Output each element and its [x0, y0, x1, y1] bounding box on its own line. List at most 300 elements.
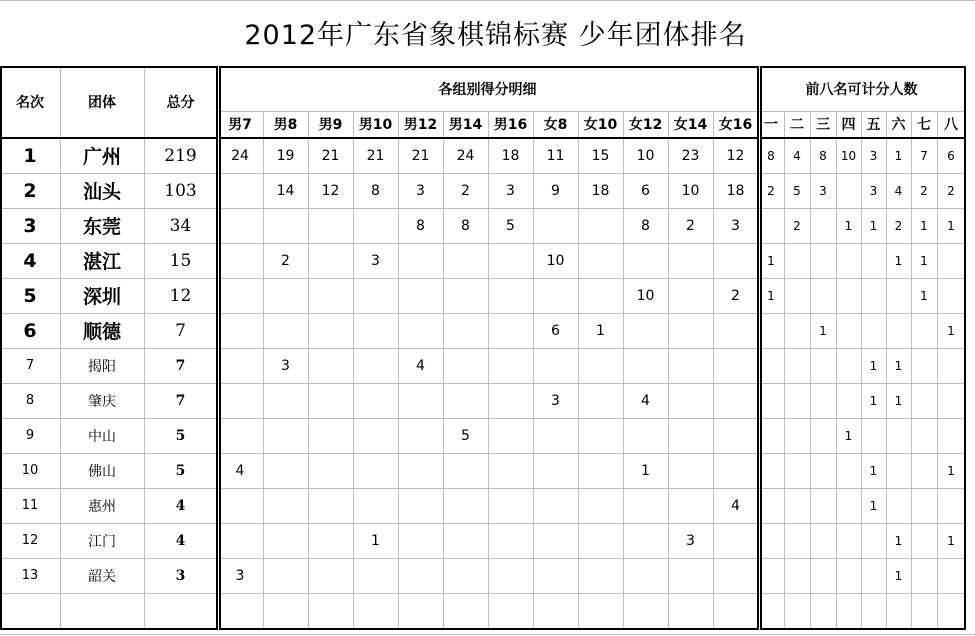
group-score-cell [533, 208, 578, 243]
group-score-cell: 1 [596, 322, 605, 339]
group-score-cell [668, 313, 713, 348]
grid-line [0, 66, 217, 68]
place-count-cell: 3 [819, 183, 827, 198]
group-score-cell [668, 383, 713, 418]
rank-cell: 6 [23, 319, 37, 342]
place-count-cell [810, 208, 836, 243]
place-count-cell: 1 [819, 323, 827, 338]
place-count-cell: 1 [869, 498, 878, 513]
group-score-cell [263, 383, 308, 418]
grid-line [263, 111, 264, 628]
place-count-cell [810, 453, 836, 488]
group-score-cell [533, 348, 578, 383]
group-score-cell: 18 [726, 182, 745, 199]
group-score-cell [488, 313, 533, 348]
group-score-cell: 4 [235, 462, 245, 479]
group-score-cell [443, 383, 488, 418]
group-score-cell: 3 [235, 567, 245, 584]
group-score-cell [398, 243, 443, 278]
group-column-header: 女14 [673, 117, 708, 133]
group-score-cell [217, 173, 263, 208]
group-score-cell: 8 [641, 217, 650, 234]
team-name-cell: 肇庆 [88, 393, 116, 410]
grid-line [308, 111, 309, 628]
group-score-cell [713, 558, 758, 593]
group-score-cell [353, 348, 398, 383]
group-score-cell: 4 [641, 392, 650, 409]
group-score-cell [713, 348, 758, 383]
group-score-cell [533, 453, 578, 488]
place-count-cell: 1 [844, 218, 853, 233]
place-column-header: 六 [891, 117, 906, 133]
total-score-cell: 7 [175, 392, 186, 409]
group-score-cell: 4 [416, 357, 425, 374]
place-count-cell [886, 418, 911, 453]
place-count-cell: 1 [894, 568, 903, 583]
place-count-cell: 1 [767, 288, 775, 303]
total-score-cell: 7 [175, 357, 186, 374]
group-score-cell [217, 313, 263, 348]
group-column-header: 男16 [493, 117, 528, 133]
group-score-cell: 6 [641, 182, 650, 199]
grid-line [937, 111, 938, 628]
group-column-header: 女8 [543, 117, 568, 133]
group-score-cell: 3 [416, 182, 425, 199]
total-score-cell: 34 [169, 215, 192, 236]
group-score-cell [488, 453, 533, 488]
place-count-cell [911, 348, 937, 383]
group-score-cell [443, 243, 488, 278]
group-score-cell [217, 418, 263, 453]
group-score-cell [308, 313, 353, 348]
team-name-cell: 湛江 [82, 251, 121, 273]
group-score-cell [713, 383, 758, 418]
place-count-cell: 3 [869, 183, 878, 198]
place-count-cell [886, 453, 911, 488]
team-name-cell: 揭阳 [88, 358, 116, 375]
group-score-cell [443, 488, 488, 523]
group-score-cell [488, 243, 533, 278]
group-score-cell [217, 383, 263, 418]
group-score-cell: 21 [321, 147, 340, 164]
place-count-cell [836, 488, 861, 523]
group-score-cell [668, 453, 713, 488]
grid-line [398, 111, 399, 628]
group-score-cell: 23 [681, 147, 700, 164]
group-score-cell [353, 558, 398, 593]
group-score-cell: 14 [276, 182, 295, 199]
group-score-cell [308, 208, 353, 243]
group-score-cell: 4 [731, 497, 740, 514]
header-team: 团体 [88, 94, 116, 111]
group-score-cell [488, 418, 533, 453]
grid-line [219, 66, 221, 630]
group-score-cell [398, 278, 443, 313]
place-count-cell: 2 [767, 183, 775, 198]
group-score-cell: 8 [416, 217, 425, 234]
group-score-cell [217, 523, 263, 558]
grid-line [760, 66, 762, 630]
grid-line [216, 66, 218, 630]
group-score-cell [217, 243, 263, 278]
group-score-cell: 11 [546, 147, 565, 164]
group-score-cell [713, 243, 758, 278]
group-score-cell [353, 278, 398, 313]
group-score-cell [668, 558, 713, 593]
group-score-cell [578, 348, 623, 383]
place-count-cell: 1 [947, 218, 955, 233]
place-count-cell [911, 453, 937, 488]
grid-line [760, 137, 965, 139]
place-count-cell [836, 348, 861, 383]
total-score-cell: 7 [175, 320, 186, 341]
place-count-cell: 1 [947, 533, 955, 548]
team-name-cell: 江门 [88, 533, 116, 550]
group-score-cell [443, 453, 488, 488]
place-count-cell [861, 558, 886, 593]
place-count-cell: 2 [920, 183, 928, 198]
group-score-cell [263, 453, 308, 488]
place-count-cell [937, 348, 965, 383]
place-count-cell [937, 383, 965, 418]
group-score-cell [578, 488, 623, 523]
group-score-cell: 24 [231, 147, 249, 164]
group-score-cell [217, 278, 263, 313]
group-score-cell [353, 208, 398, 243]
group-score-cell: 21 [411, 147, 430, 164]
place-column-header: 五 [866, 117, 881, 133]
place-count-cell [836, 558, 861, 593]
place-count-cell: 1 [894, 393, 903, 408]
place-count-cell: 7 [920, 148, 928, 163]
group-score-cell [308, 243, 353, 278]
place-count-cell [911, 523, 937, 558]
place-count-cell [861, 313, 886, 348]
place-count-cell [836, 173, 861, 208]
place-count-cell [886, 488, 911, 523]
place-count-cell [810, 348, 836, 383]
place-count-cell [810, 488, 836, 523]
place-count-cell [836, 313, 861, 348]
place-count-cell [911, 313, 937, 348]
group-score-cell [488, 348, 533, 383]
place-count-cell [836, 523, 861, 558]
group-score-cell [578, 243, 623, 278]
place-count-cell [937, 418, 965, 453]
group-column-header: 男14 [448, 117, 483, 133]
place-count-cell: 1 [869, 393, 878, 408]
group-score-cell [488, 383, 533, 418]
place-count-cell: 1 [869, 463, 878, 478]
group-score-cell [308, 418, 353, 453]
rank-cell: 3 [23, 214, 37, 237]
group-score-cell [308, 383, 353, 418]
place-count-cell [937, 488, 965, 523]
place-count-cell [861, 278, 886, 313]
group-score-cell: 3 [686, 532, 695, 549]
place-count-cell [911, 488, 937, 523]
place-count-cell: 1 [767, 253, 775, 268]
total-score-cell: 103 [164, 180, 197, 201]
group-score-cell [488, 558, 533, 593]
group-score-cell: 2 [731, 287, 740, 304]
group-column-header: 男10 [358, 117, 393, 133]
place-count-cell [937, 243, 965, 278]
rank-cell: 1 [23, 144, 37, 167]
grid-line [443, 111, 444, 628]
rank-cell: 11 [21, 498, 39, 513]
place-count-cell [784, 418, 810, 453]
place-count-cell: 8 [819, 148, 827, 163]
place-count-cell: 1 [869, 358, 878, 373]
place-count-cell: 2 [894, 218, 903, 233]
grid-line [578, 111, 579, 628]
place-count-cell: 6 [947, 148, 955, 163]
place-column-header: 四 [841, 117, 856, 133]
group-score-cell [263, 558, 308, 593]
grid-line [911, 111, 912, 628]
team-name-cell: 汕头 [82, 181, 121, 203]
group-score-cell [578, 383, 623, 418]
sheet-title-text: 2012年广东省象棋锦标赛 少年团体排名 [244, 20, 747, 51]
group-score-cell: 10 [681, 182, 700, 199]
group-score-cell: 10 [546, 252, 565, 269]
place-count-cell: 1 [894, 533, 903, 548]
group-score-cell: 24 [456, 147, 475, 164]
place-column-header: 三 [816, 117, 830, 133]
group-score-cell: 15 [591, 147, 610, 164]
place-count-cell [861, 418, 886, 453]
grid-line [144, 66, 145, 628]
place-count-cell [784, 348, 810, 383]
grid-line [0, 137, 217, 139]
group-column-header: 男9 [318, 117, 343, 133]
group-score-cell: 10 [636, 147, 655, 164]
team-name-cell: 东莞 [82, 216, 121, 238]
grid-line [964, 66, 966, 630]
group-score-cell [623, 488, 668, 523]
place-count-cell [810, 418, 836, 453]
group-score-cell: 3 [281, 357, 290, 374]
team-name-cell: 顺德 [82, 321, 121, 343]
total-score-cell: 4 [175, 497, 186, 514]
group-score-cell [263, 488, 308, 523]
place-count-cell: 8 [767, 148, 775, 163]
team-name-cell: 中山 [88, 428, 116, 445]
place-count-cell [836, 278, 861, 313]
group-score-cell [398, 488, 443, 523]
team-name-cell: 深圳 [82, 286, 121, 308]
place-count-cell [810, 278, 836, 313]
place-count-cell: 4 [793, 148, 801, 163]
grid-line [784, 111, 785, 628]
place-count-cell: 2 [947, 183, 955, 198]
place-count-cell: 1 [844, 428, 853, 443]
place-count-cell: 1 [869, 218, 878, 233]
place-count-cell: 1 [920, 253, 928, 268]
group-score-cell: 2 [461, 182, 470, 199]
group-score-cell [623, 243, 668, 278]
group-score-cell [263, 278, 308, 313]
group-score-cell [398, 383, 443, 418]
group-score-cell: 2 [686, 217, 695, 234]
group-score-cell [263, 208, 308, 243]
group-score-cell: 12 [321, 182, 340, 199]
team-name-cell: 广州 [82, 146, 121, 168]
group-score-cell [578, 523, 623, 558]
place-count-cell: 5 [793, 183, 801, 198]
place-count-cell [911, 558, 937, 593]
place-count-cell [861, 523, 886, 558]
group-score-cell [578, 558, 623, 593]
grid-line [760, 628, 965, 630]
grid-line [836, 111, 837, 628]
team-name-cell: 韶关 [88, 568, 116, 585]
group-score-cell [578, 208, 623, 243]
place-count-cell [911, 418, 937, 453]
group-column-header: 女12 [628, 117, 663, 133]
grid-line [219, 66, 758, 68]
group-score-cell [488, 523, 533, 558]
grid-line [0, 628, 217, 630]
group-score-cell [263, 313, 308, 348]
grid-line [219, 628, 758, 630]
place-count-cell [784, 558, 810, 593]
group-score-cell [217, 348, 263, 383]
rank-cell: 13 [21, 568, 39, 583]
group-score-cell [623, 313, 668, 348]
place-count-cell [836, 383, 861, 418]
grid-line [886, 111, 887, 628]
header-top8-counts: 前八名可计分人数 [805, 81, 918, 98]
group-column-header: 女16 [718, 117, 753, 133]
rank-cell: 12 [21, 533, 39, 548]
group-score-cell [713, 313, 758, 348]
group-score-cell: 3 [731, 217, 740, 234]
place-count-cell [861, 243, 886, 278]
group-score-cell [668, 243, 713, 278]
group-score-cell [398, 313, 443, 348]
rank-cell: 5 [23, 284, 37, 307]
rank-cell: 9 [25, 428, 35, 443]
team-name-cell: 惠州 [88, 498, 116, 515]
grid-line [668, 111, 669, 628]
group-score-cell: 8 [371, 182, 380, 199]
rank-cell: 4 [23, 249, 37, 272]
group-score-cell: 21 [366, 147, 385, 164]
group-score-cell: 1 [371, 532, 380, 549]
total-score-cell: 5 [175, 427, 186, 444]
grid-line [810, 111, 811, 628]
group-score-cell: 10 [636, 287, 655, 304]
total-score-cell: 219 [164, 145, 197, 166]
group-score-cell [308, 488, 353, 523]
place-count-cell [784, 278, 810, 313]
place-count-cell: 3 [869, 148, 878, 163]
group-score-cell [533, 488, 578, 523]
header-rank: 名次 [16, 94, 44, 111]
grid-line [0, 634, 975, 635]
grid-line [861, 111, 862, 628]
group-score-cell: 9 [551, 182, 560, 199]
place-count-cell [784, 383, 810, 418]
group-score-cell: 8 [461, 217, 470, 234]
team-name-cell: 佛山 [88, 463, 116, 480]
group-score-cell [443, 523, 488, 558]
rank-cell: 7 [25, 358, 35, 373]
group-column-header: 男8 [273, 117, 298, 133]
group-score-cell [668, 488, 713, 523]
total-score-cell: 15 [169, 250, 192, 271]
group-score-cell: 2 [281, 252, 290, 269]
group-score-cell [623, 348, 668, 383]
group-score-cell [353, 383, 398, 418]
group-score-cell [398, 453, 443, 488]
group-score-cell: 12 [726, 147, 745, 164]
group-score-cell [353, 313, 398, 348]
grid-line [353, 111, 354, 628]
group-score-cell [533, 278, 578, 313]
place-count-cell [911, 383, 937, 418]
group-score-cell: 5 [506, 217, 515, 234]
group-score-cell: 18 [501, 147, 520, 164]
total-score-cell: 4 [175, 532, 186, 549]
group-score-cell [578, 453, 623, 488]
group-score-cell [578, 418, 623, 453]
group-column-header: 男7 [228, 117, 252, 133]
header-group-scores: 各组别得分明细 [438, 81, 537, 98]
group-score-cell [443, 348, 488, 383]
group-score-cell: 1 [641, 462, 650, 479]
group-score-cell [353, 418, 398, 453]
grid-line [623, 111, 624, 628]
group-score-cell [668, 348, 713, 383]
place-count-cell: 10 [840, 148, 857, 163]
place-count-cell [784, 313, 810, 348]
group-score-cell [578, 278, 623, 313]
place-column-header: 一 [764, 117, 778, 133]
group-score-cell [263, 523, 308, 558]
place-count-cell [784, 488, 810, 523]
grid-line [713, 111, 714, 628]
place-count-cell [810, 243, 836, 278]
rank-cell: 8 [25, 393, 35, 408]
sheet-title [0, 0, 975, 64]
place-column-header: 七 [917, 117, 931, 133]
place-count-cell: 1 [947, 323, 955, 338]
place-column-header: 二 [790, 117, 804, 133]
place-count-cell [784, 453, 810, 488]
place-count-cell [810, 383, 836, 418]
grid-line [533, 111, 534, 628]
grid-line [757, 66, 759, 630]
place-count-cell: 1 [894, 253, 903, 268]
place-count-cell [937, 278, 965, 313]
place-count-cell [784, 243, 810, 278]
group-score-cell [443, 313, 488, 348]
grid-line [217, 111, 965, 112]
group-score-cell [308, 278, 353, 313]
place-count-cell [810, 558, 836, 593]
grid-line [488, 111, 489, 628]
grid-line [219, 137, 758, 139]
place-count-cell [810, 523, 836, 558]
group-score-cell [443, 278, 488, 313]
group-score-cell: 19 [276, 147, 295, 164]
header-total: 总分 [166, 94, 195, 111]
group-score-cell [623, 418, 668, 453]
group-score-cell [443, 558, 488, 593]
